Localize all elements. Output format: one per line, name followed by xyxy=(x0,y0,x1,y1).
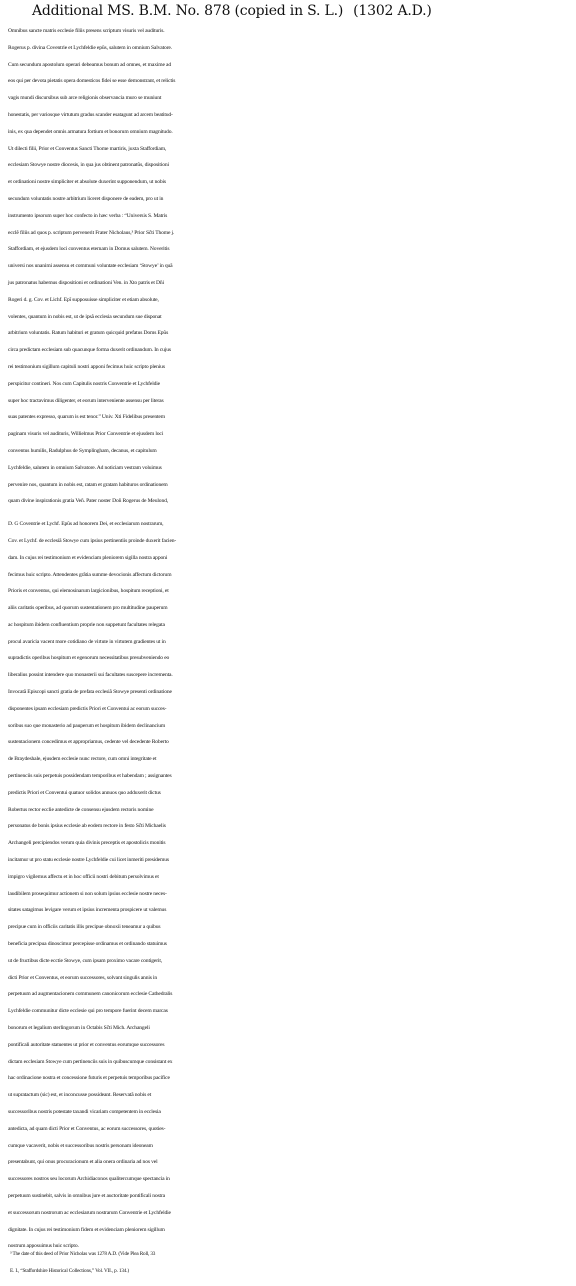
text-line: incitamur ut pro statu ecclesie nostre Lychfeldie cui licet inmeriti presidemus xyxy=(8,857,169,864)
text-line: presentabunt, qui onus procuracionum et alia onera ordinaria ad nos vel xyxy=(8,1159,158,1166)
text-line: soribus suo que monasterio ad pauperum et hospitum ibidem declinancium xyxy=(8,722,166,729)
text-line: procul avaricia vacent more cotidiano de virtute in virtutem gradientes ut in xyxy=(8,638,166,645)
text-line: eos qui per devota pietatis opera domesticos fidei se esse demonstrant, et relictis xyxy=(8,78,176,85)
header-source: Additional MS. B.M. No. 878 (copied in S. L.) xyxy=(32,3,344,19)
text-line: D. G Coventrie et Lychf. Epũs ad honorem Dei, et ecclesiarum nostrarum, xyxy=(8,521,164,528)
text-line: conventus humilis, Radulphus de Symplingham, decanus, et capitulum xyxy=(8,447,157,454)
text-line: de Braydeshale, ejusdem ecclesie nunc rectore, cum omni integritate et xyxy=(8,756,157,763)
text-line: volentes, quantum in nobis est, ut de ipsã ecclesia secundum sue disponat xyxy=(8,313,162,320)
text-line: liberalius possint intendere quo monasterii sui facultates suscepere incrementa. xyxy=(8,672,173,679)
text-line: cumque vacaverit, nobis et successoribus nostris personam ideoneam xyxy=(8,1142,153,1149)
text-line: beneficia precipua dinoscimur percepisse ordinamus et ordinando statuimus xyxy=(8,941,167,948)
text-line: arbitrium voluntatis. Ratum habituri et gratum quicquid prefatus Doms Epũs xyxy=(8,330,169,337)
text-line: Cum secundum apostolum operari debeamus bonum ad omnes, et maxime ad xyxy=(8,61,172,68)
running-header xyxy=(32,3,432,19)
text-line: Staffordiam, et ejusdem loci conventus eternam in Domus salutem. Noveritis xyxy=(8,246,170,253)
text-line: pontificali autoritate statuentes ut prior et conventus eorumque successores xyxy=(8,1041,165,1048)
text-line: universi nos unanimi assensu et communi voluntate ecclesiam ‘Stowye’ in quã xyxy=(8,263,173,270)
text-line: secundum voluntatis nostre arbitrium liceret disponere de eadem, pro ut in xyxy=(8,195,164,202)
text-line: vagis mundi discursibus sub arce religionis observancia muro se muniunt xyxy=(8,95,162,102)
text-line: dam. In cujus rei testimonium et evidenciam pleniorem sigilla nostra apponi xyxy=(8,554,168,561)
text-line: ut de fructibus dicte ecctie Stowye, cum ipsam proximo vacare contigerit, xyxy=(8,957,163,964)
text-line: aliis caritatis operibus, ad quorum sustentationem pro multitudine pauperum xyxy=(8,605,168,612)
text-line: predictis Priori et Conventui quatuor solidos annuos quo adduxerit dictus xyxy=(8,789,161,796)
text-line: laudibilem prosequimur actionem si non solum ipsius ecclesie nostre neces- xyxy=(8,890,167,897)
text-line: sitates satagimus levigare verum et ipsius incrementa prospicere ut valemus xyxy=(8,907,167,914)
text-line: ac hospitum ibidem confluentium proprie non suppetunt facultates relegata xyxy=(8,621,165,628)
text-line: nostrum apposuimus huic scripto. xyxy=(8,1243,79,1250)
footnote-line: E. I., “Staffordshire Historical Collections,” Vol. VII., p. 134.) xyxy=(10,1268,129,1274)
text-line: perspicitur contineri. Nos cum Capitulis nostris Conventrie et Lychfeldie xyxy=(8,380,161,387)
text-line: ut supratactum (sic) est, et inconcusse possideant. Reservatã nobis et xyxy=(8,1092,152,1099)
text-line: ecclẽ filiis ad quos p. scriptum pervenerit Frater Nicholaus,³ Prior Sc̃ti Thome j. xyxy=(8,229,175,236)
text-line: et successorum nostrorum ac ecclesiarum nostrarum Conventrie et Lychfeldie xyxy=(8,1209,171,1216)
text-line: suas patentes expresso, quarum is est tenor.” Univ. Xti Fidelibus presentem xyxy=(8,414,165,421)
text-line: Omnibus sancte matris ecclesie filiis presens scriptum visuris vel audituris. xyxy=(8,28,165,34)
text-line: fecimus huic scripto. Attendentes grãtia summe devocionis affectum dictorum xyxy=(8,571,172,578)
charter-text xyxy=(8,23,568,1255)
text-line: super hoc tractavimus diligenter, et eorum interveniente assensu per literas xyxy=(8,397,164,404)
text-line: antedicta, ad quam dicti Prior et Conventus, ac eorum successores, quoties- xyxy=(8,1125,166,1132)
text-line: personatus de bonis ipsius ecclesie ab eodem rectore in festo Sc̃ti Michaelis xyxy=(8,823,166,830)
text-line: successores nostros seu locorum Archidiaconos qualitercumque spectancia in xyxy=(8,1176,170,1183)
text-line: bonorum et legalium sterlingorum in Octabis Sc̃ti Mich. Archangeli xyxy=(8,1025,150,1032)
text-line: impigro vigilemus affectu et in hoc officii nostri debitum persolvimus et xyxy=(8,873,159,880)
text-line: jus patronatus habemus dispositioni et ordinationi Ven. in Xto patris et Dñi xyxy=(8,279,164,286)
text-line: dignitate. In cujus rei testimonium fidem et evidenciam pleniorem sigillum xyxy=(8,1226,165,1233)
text-line: sustentacionem concedimus et appropriamus, cedente vel decedente Roberto xyxy=(8,739,169,746)
footnote xyxy=(10,1246,570,1280)
text-line: honestatis, per variosque virtutum gradus scander esatagunt ad arcem beatitud- xyxy=(8,111,173,118)
text-line: perpetuum sustinebit, salvis in omnibus jure et auctoritate pontificali nostra xyxy=(8,1192,166,1199)
text-line: Rogeri d. g. Cov. et Lichf. Epĩ supposuisse simpliciter et etiam absolute, xyxy=(8,296,159,303)
text-line: Cov. et Lychf. de ecclesiã Stowye cum ipsius pertinentiis proinde duxerit facien- xyxy=(8,537,177,544)
text-line: ecclesiam Stowye nostre diocesis, in qua jus obtinent patronatũs, dispositioni xyxy=(8,162,169,169)
text-line: Lychfeldie, salutem in omnium Salvatore. Ad noticiam vestram voluimus xyxy=(8,464,162,471)
text-line: successoribus nostris potestate taxandi vicariam competentem in ecclesia xyxy=(8,1109,161,1115)
text-line: inis, ex qua dependet omnis armatura fortium et bonorum omnium magnitudo. xyxy=(8,128,173,135)
text-line: perpetuum ad augmentacionem communem canonicorum ecclesie Cathedralis xyxy=(8,991,173,998)
text-line: disponentes ipsam ecclesiam predictis Priori et Conventui ac eorum succes- xyxy=(8,705,167,712)
footnote-line: ³ The date of this deed of Prior Nicholas was 1278 A.D. (Vide Plea Roll, 33 xyxy=(10,1251,156,1257)
text-line: quam divine inspirationis gratia Veñ. Pater noster Doñ Rogerus de Meulond, xyxy=(8,498,168,505)
text-line: supradictis operibus hospitum et egenorum necessitatibus presubveniendo eo xyxy=(8,655,170,662)
header-date: (1302 A.D.) xyxy=(353,3,432,19)
text-line: pertinenciis suis perpetuis possidendam temporibus et habendam ; assignantes xyxy=(8,773,172,780)
text-line: pervenire nos, quantum in nobis est, ratam et gratam habituros ordinationem xyxy=(8,481,168,488)
text-line: rei testimonium sigillum capituli nostri apponi fecimus huic scripto plenius xyxy=(8,363,165,370)
text-line: dicti Prior et Conventus, et eorum successores, solvant singulis annis in xyxy=(8,974,158,981)
text-line: et ordinationi nostre simpliciter et absolute duxerint supponendum, ut nobis xyxy=(8,179,166,186)
text-line: Lychfeldie communitur dicte ecclesie qui pro tempore fuerint decem marcas xyxy=(8,1008,168,1015)
text-line: Ut dilecti filii, Prior et Conventus Sancti Thome martiris, juxta Staffordiam, xyxy=(8,145,167,152)
text-line: Rogerus p. divina Coventrie et Lychfeldie epũs, salutem in omnium Salvatore. xyxy=(8,44,172,51)
text-line: instrumento ipsorum super hoc confecto in hæc verba : “Universis S. Matris xyxy=(8,212,168,219)
text-line: paginam visuris vel audituris, Willielmus Prior Conventrie et ejusdem loci xyxy=(8,431,164,438)
text-line: dictam ecclesiam Stowye cum pertinenciis suis in quibuscumque consistant ex xyxy=(8,1058,173,1065)
text-line: Robertus rector ecclie antedicte de consensu ejusdem rectoris nomine xyxy=(8,806,154,813)
text-line: circa predictam ecclesiam sub quacunque forma duxerit ordinandum. In cujus xyxy=(8,347,171,354)
text-line: Archangeli percipiendos verum quia divinis preceptis et apostolicis monitis xyxy=(8,840,166,847)
text-line: Prioris et conventus, qui elemosinarum largicionibus, hospitum receptioni, et xyxy=(8,588,169,595)
text-line: hac ordinacione nostra et concessione futuris et perpetuis temporibus pacifice xyxy=(8,1075,170,1082)
text-line: Invocatã Episcopi sancti gratia de prefata ecclesiã Stowye presenti ordinatione xyxy=(8,689,172,696)
text-line: precipue cum in officiis caritatis illis precipue obnoxii teneamur a quibus xyxy=(8,924,161,931)
